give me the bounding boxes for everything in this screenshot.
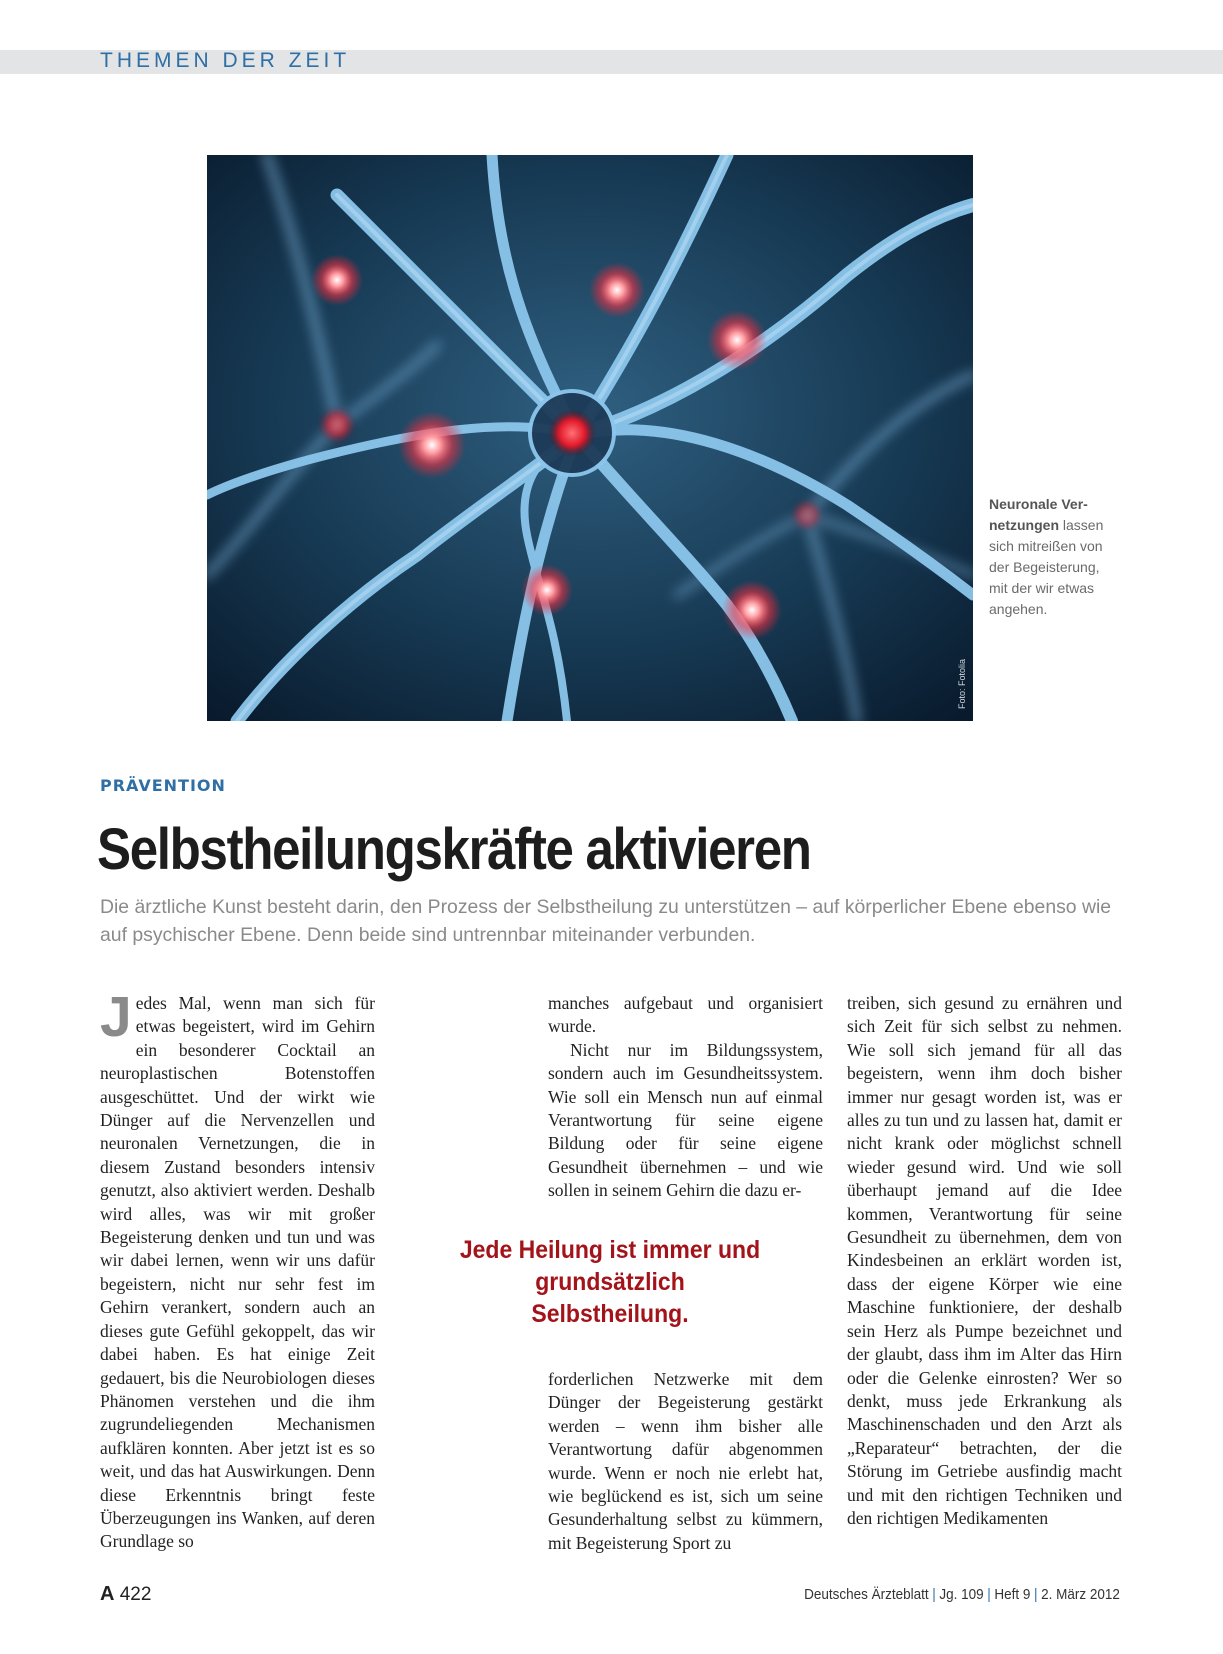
drop-cap: J [100,985,132,1049]
pull-quote: Jede Heilung ist immer und grundsätzlich Selbstheilung. [459,1236,761,1328]
column-1-text: edes Mal, wenn man sich für etwas begeistert, wird im Gehirn ein besonderer Cocktail an neuroplastischen Botenstoffen ausgeschüttet. Und der wirkt wie Dünger auf die Nervenzellen und neuronalen Vernetzungen, die in diesem Zustand besonders intensiv genutzt, also aktiviert werden. Deshalb wird alles, was wir mit großer Begeisterung denken und tun und was wir dabei lernen, wenn wir uns dafür begeistern, nicht nur sehr fest im Gehirn verankert, sondern auch an dieses gute Gefühl gekoppelt, das wir dabei haben. Es hat einige Zeit gedauert, bis die Neurobiologen dieses Phänomen verstehen und die ihm zugrundeliegenden Mechanismen aufklären konnten. Aber jetzt ist es so weit, und das hat Auswirkungen. Denn diese Erkenntnis bringt feste Überzeugungen ins Wanken, auf deren Grundlage so [100,993,375,1552]
caption-text: lassen sich mitreißen von der Begeisterung, mit der wir etwas angehen. [989,517,1104,617]
photo-credit: Foto: Fotolia [957,658,967,709]
article-headline: Selbstheilungskräfte aktivieren [97,817,811,882]
journal-date: 2. März 2012 [1041,1586,1120,1603]
text-column-3 [847,992,1122,1530]
column-2-paragraph-1: manches aufgebaut und organisiert wurde. [548,993,823,1037]
journal-info: Deutsches Ärzteblatt | Jg. 109 | Heft 9 | 2. März 2012 [804,1586,1120,1603]
article-lead: Die ärztliche Kunst besteht darin, den Prozess der Selbstheilung zu unterstützen – auf körperlicher Ebene ebenso wie auf psychischer Ebene. Denn beide sind untrennbar miteinander verbunden. [100,896,1112,946]
column-3-text: treiben, sich gesund zu ernähren und sich Zeit für sich selbst zu nehmen. Wie soll sich jemand für all das begeistern, wenn ihm doch bisher immer nur gesagt worden ist, was er alles zu tun und zu lassen hat, damit er nicht krank oder möglichst schnell wieder gesund wird. Und wie soll überhaupt jemand auf die Idee kommen, Verantwortung für seine Gesundheit zu übernehmen, dem von Kindesbeinen an erklärt worden ist, dass der eigene Körper wie eine Maschine funktioniere, der deshalb sein Herz als Pumpe bezeichnet und der glaubt, dass ihm im Alter das Hirn oder die Gelenke einrosten? Wer so denkt, muss jede Erkrankung als Maschinenschaden und den Arzt als „Reparateur“ betrachten, der die Störung im Getriebe ausfindig macht und mit den richtigen Techniken und den richtigen Medikamenten [847,993,1122,1528]
journal-issue: Heft 9 [994,1586,1031,1603]
section-title: THEMEN DER ZEIT [100,49,351,72]
journal-name: Deutsches Ärzteblatt [804,1586,929,1603]
neuron-photo [207,155,973,721]
text-column-2-top [548,992,823,1203]
journal-volume: Jg. 109 [939,1586,984,1603]
page-prefix: A [100,1583,115,1605]
neuron-illustration [207,155,973,721]
page-number-value: 422 [119,1584,152,1605]
caption-bold: Neuronale Ver-netzungen [989,496,1088,533]
text-column-1 [100,985,375,1554]
column-2-paragraph-3: forderlichen Netzwerke mit dem Dünger der Begeisterung gestärkt werden – wenn ihm bisher alle Verantwortung dafür abgenommen wurde. Wenn er noch nie erlebt hat, wie beglückend es ist, sich um seine Gesunderhaltung selbst zu kümmern, mit Begeisterung Sport zu [548,1369,823,1553]
article-kicker: PRÄVENTION [100,776,226,795]
photo-caption [989,494,1114,620]
column-2-paragraph-2: Nicht nur im Bildungssystem, sondern auch im Gesundheitssystem. Wie soll ein Mensch nun auf einmal Verantwortung für seine eigene Bildung oder für seine eigene Gesundheit übernehmen – und wie sollen in seinem Gehirn die dazu er- [548,1039,823,1201]
text-column-2-bottom [548,1368,823,1555]
page-number [100,1583,151,1606]
